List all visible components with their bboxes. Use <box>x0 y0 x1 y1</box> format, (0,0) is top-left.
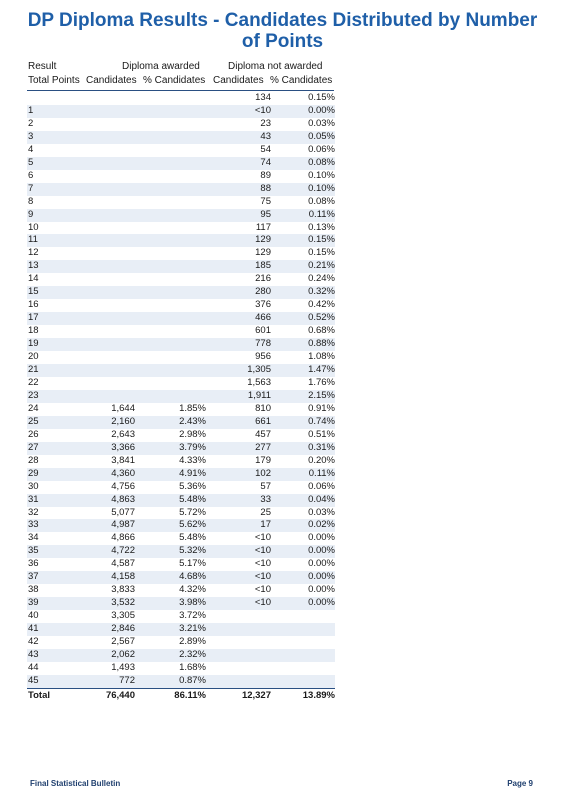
cell-awarded-candidates <box>85 286 135 299</box>
cell-awarded-pct: 2.43% <box>135 416 206 429</box>
total-awarded-candidates: 76,440 <box>85 688 135 703</box>
cell-not-awarded-candidates: 95 <box>206 209 271 222</box>
cell-not-awarded-pct: 1.47% <box>271 364 335 377</box>
cell-points: 23 <box>27 390 85 403</box>
cell-awarded-candidates: 4,866 <box>111 532 135 544</box>
total-label: Total <box>27 688 85 703</box>
table-row <box>27 675 335 688</box>
table-row <box>27 545 335 558</box>
cell-awarded-candidates: 3,833 <box>111 584 135 596</box>
cell-points: 12 <box>28 247 39 259</box>
cell-not-awarded-pct: 0.15% <box>308 247 335 259</box>
table-row <box>27 662 335 675</box>
total-not-awarded-pct: 13.89% <box>271 688 335 703</box>
results-table <box>27 92 335 703</box>
cell-awarded-pct: 3.72% <box>179 610 206 622</box>
table-row <box>27 597 335 610</box>
cell-awarded-candidates <box>85 351 135 364</box>
table-row <box>27 532 335 545</box>
cell-not-awarded-pct: 0.00% <box>271 597 335 610</box>
table-row <box>27 105 335 118</box>
cell-not-awarded-pct: 0.00% <box>271 571 335 584</box>
cell-not-awarded-pct: 0.11% <box>271 468 335 481</box>
cell-awarded-pct: 5.32% <box>135 545 206 558</box>
header-awarded-pct: % Candidates <box>143 75 206 86</box>
cell-not-awarded-candidates: <10 <box>206 597 271 610</box>
cell-awarded-candidates <box>85 364 135 377</box>
cell-not-awarded-pct: 0.32% <box>271 286 335 299</box>
header-diploma-awarded: Diploma awarded <box>122 61 200 72</box>
cell-points: 39 <box>27 597 85 610</box>
cell-not-awarded-pct: 0.10% <box>271 183 335 196</box>
header-awarded-candidates: Candidates <box>86 75 137 86</box>
cell-awarded-pct: 5.48% <box>179 532 206 544</box>
cell-awarded-pct: 4.91% <box>135 468 206 481</box>
header-not-awarded-pct: % Candidates <box>270 75 333 86</box>
table-row <box>27 299 335 312</box>
table-row <box>27 623 335 636</box>
cell-not-awarded-pct <box>271 636 335 649</box>
cell-points: 5 <box>27 157 85 170</box>
cell-points: 19 <box>27 338 85 351</box>
cell-points: 37 <box>27 571 85 584</box>
table-row <box>27 312 335 325</box>
cell-not-awarded-candidates: 466 <box>206 312 271 325</box>
cell-not-awarded-candidates: 185 <box>206 260 271 273</box>
cell-not-awarded-candidates: 1,305 <box>206 364 271 377</box>
cell-not-awarded-pct: 0.13% <box>308 221 335 233</box>
table-row <box>27 636 335 649</box>
cell-points: 18 <box>28 325 39 337</box>
cell-not-awarded-candidates: 129 <box>206 234 271 247</box>
cell-awarded-candidates: 3,841 <box>111 454 135 466</box>
cell-awarded-pct: 2.98% <box>179 428 206 440</box>
table-row <box>27 234 335 247</box>
table-row <box>27 571 335 584</box>
cell-not-awarded-pct: 0.00% <box>271 545 335 558</box>
cell-points: 41 <box>27 623 85 636</box>
table-row <box>27 118 335 131</box>
cell-awarded-candidates <box>85 312 135 325</box>
cell-awarded-pct <box>135 92 206 105</box>
cell-not-awarded-pct: 0.08% <box>271 157 335 170</box>
cell-awarded-pct <box>135 183 206 196</box>
cell-awarded-pct <box>135 312 206 325</box>
table-row <box>27 558 335 571</box>
cell-not-awarded-candidates: 54 <box>260 143 271 155</box>
total-awarded-pct: 86.11% <box>135 688 206 703</box>
table-row <box>27 649 335 662</box>
header-not-awarded-candidates: Candidates <box>213 75 264 86</box>
cell-awarded-pct <box>135 157 206 170</box>
cell-awarded-candidates: 3,366 <box>85 442 135 455</box>
table-row <box>27 260 335 273</box>
cell-not-awarded-candidates: 1,563 <box>247 376 271 388</box>
cell-not-awarded-pct <box>271 623 335 636</box>
table-row <box>27 222 335 235</box>
cell-awarded-candidates: 4,863 <box>85 494 135 507</box>
cell-not-awarded-pct: 0.04% <box>271 494 335 507</box>
cell-not-awarded-candidates: 102 <box>206 468 271 481</box>
cell-not-awarded-candidates: 810 <box>255 402 271 414</box>
cell-points: 35 <box>27 545 85 558</box>
cell-points: 8 <box>28 195 34 207</box>
cell-awarded-pct <box>135 222 206 235</box>
cell-points: 9 <box>27 209 85 222</box>
cell-points: 2 <box>28 117 34 129</box>
cell-awarded-pct: 4.68% <box>135 571 206 584</box>
cell-awarded-pct <box>135 377 206 390</box>
table-row <box>27 403 335 416</box>
table-row <box>27 416 335 429</box>
cell-not-awarded-pct: 0.21% <box>271 260 335 273</box>
cell-points: 28 <box>28 454 39 466</box>
cell-not-awarded-candidates: 1,911 <box>206 390 271 403</box>
cell-not-awarded-pct <box>271 610 335 623</box>
footer-bulletin-title: Final Statistical Bulletin <box>30 779 121 788</box>
footer-page-number: Page 9 <box>507 779 533 788</box>
header-diploma-not-awarded: Diploma not awarded <box>228 61 323 72</box>
cell-awarded-pct <box>135 351 206 364</box>
cell-points: 17 <box>27 312 85 325</box>
cell-not-awarded-candidates: <10 <box>254 558 271 570</box>
cell-awarded-pct: 1.85% <box>179 402 206 414</box>
table-row <box>27 455 335 468</box>
cell-not-awarded-pct: 0.74% <box>271 416 335 429</box>
cell-points: 42 <box>28 636 39 648</box>
cell-not-awarded-candidates <box>206 675 271 688</box>
cell-not-awarded-candidates <box>206 636 271 649</box>
table-row <box>27 481 335 494</box>
cell-points: 38 <box>28 584 39 596</box>
cell-awarded-pct <box>135 286 206 299</box>
table-row <box>27 92 335 105</box>
cell-awarded-candidates: 2,846 <box>85 623 135 636</box>
cell-points: 36 <box>28 558 39 570</box>
cell-awarded-pct <box>135 260 206 273</box>
cell-not-awarded-candidates: 43 <box>206 131 271 144</box>
cell-not-awarded-pct: 0.05% <box>271 131 335 144</box>
cell-awarded-pct: 2.32% <box>135 649 206 662</box>
cell-points: 10 <box>28 221 39 233</box>
cell-awarded-candidates: 2,643 <box>111 428 135 440</box>
cell-awarded-candidates <box>85 170 135 183</box>
cell-not-awarded-pct: 0.00% <box>308 532 335 544</box>
cell-awarded-candidates <box>85 157 135 170</box>
cell-points: 22 <box>28 376 39 388</box>
cell-not-awarded-candidates <box>206 662 271 675</box>
cell-not-awarded-candidates: 661 <box>206 416 271 429</box>
cell-awarded-candidates <box>85 299 135 312</box>
table-row <box>27 390 335 403</box>
cell-awarded-pct: 5.72% <box>179 506 206 518</box>
cell-not-awarded-pct: 1.08% <box>308 351 335 363</box>
cell-awarded-candidates: 4,722 <box>85 545 135 558</box>
cell-awarded-pct: 3.21% <box>135 623 206 636</box>
cell-not-awarded-candidates <box>206 623 271 636</box>
cell-awarded-candidates <box>85 234 135 247</box>
cell-awarded-candidates <box>85 390 135 403</box>
table-row <box>27 351 335 364</box>
cell-awarded-pct: 5.17% <box>179 558 206 570</box>
cell-points: 13 <box>27 260 85 273</box>
cell-not-awarded-candidates: 23 <box>260 117 271 129</box>
cell-awarded-pct: 5.62% <box>135 519 206 532</box>
cell-awarded-candidates <box>85 105 135 118</box>
cell-not-awarded-candidates: 277 <box>206 442 271 455</box>
table-row <box>27 468 335 481</box>
table-header <box>27 60 334 90</box>
header-rule <box>27 90 334 91</box>
table-row <box>27 610 335 623</box>
cell-not-awarded-pct: 0.06% <box>308 480 335 492</box>
cell-not-awarded-candidates: 778 <box>206 338 271 351</box>
cell-awarded-candidates <box>85 222 135 235</box>
cell-not-awarded-pct: 0.15% <box>271 234 335 247</box>
cell-points: 31 <box>27 494 85 507</box>
cell-not-awarded-candidates: <10 <box>206 105 271 118</box>
cell-points <box>27 92 85 105</box>
table-row <box>27 196 335 209</box>
cell-awarded-pct: 2.89% <box>179 636 206 648</box>
cell-not-awarded-candidates: 88 <box>206 183 271 196</box>
cell-not-awarded-pct: 0.91% <box>308 402 335 414</box>
cell-not-awarded-candidates: 117 <box>255 221 271 233</box>
cell-not-awarded-candidates: <10 <box>206 545 271 558</box>
cell-not-awarded-pct: 0.15% <box>308 92 335 103</box>
cell-not-awarded-candidates <box>206 649 271 662</box>
cell-not-awarded-pct: 0.03% <box>308 506 335 518</box>
cell-awarded-pct <box>135 325 206 338</box>
cell-points: 40 <box>28 610 39 622</box>
cell-awarded-candidates <box>85 325 135 338</box>
cell-not-awarded-candidates: 457 <box>255 428 271 440</box>
cell-not-awarded-pct: 0.42% <box>308 299 335 311</box>
cell-awarded-pct <box>135 118 206 131</box>
cell-not-awarded-pct: 0.03% <box>308 117 335 129</box>
total-row <box>27 688 335 703</box>
cell-not-awarded-pct: 0.02% <box>271 519 335 532</box>
cell-not-awarded-pct: 0.52% <box>271 312 335 325</box>
table-row <box>27 247 335 260</box>
cell-awarded-candidates: 2,567 <box>111 636 135 648</box>
table-row <box>27 442 335 455</box>
cell-awarded-candidates: 4,987 <box>85 519 135 532</box>
cell-not-awarded-pct: 0.11% <box>271 209 335 222</box>
cell-awarded-candidates <box>85 131 135 144</box>
cell-awarded-candidates <box>85 183 135 196</box>
cell-points: 33 <box>27 519 85 532</box>
cell-not-awarded-candidates: 75 <box>260 195 271 207</box>
cell-points: 11 <box>27 234 85 247</box>
cell-awarded-candidates: 4,587 <box>111 558 135 570</box>
cell-awarded-candidates <box>85 260 135 273</box>
cell-not-awarded-pct: 0.10% <box>308 169 335 181</box>
cell-points: 7 <box>27 183 85 196</box>
cell-points: 26 <box>28 428 39 440</box>
cell-not-awarded-candidates: 376 <box>255 299 271 311</box>
cell-not-awarded-pct: 1.76% <box>308 376 335 388</box>
cell-not-awarded-pct <box>271 649 335 662</box>
cell-awarded-pct <box>135 299 206 312</box>
table-row <box>27 364 335 377</box>
cell-awarded-pct: 1.68% <box>179 661 206 673</box>
cell-awarded-pct <box>135 364 206 377</box>
table-row <box>27 338 335 351</box>
table-row <box>27 507 335 520</box>
table-row <box>27 131 335 144</box>
cell-awarded-candidates: 5,077 <box>111 506 135 518</box>
table-row <box>27 183 335 196</box>
cell-points: 1 <box>27 105 85 118</box>
cell-points: 45 <box>27 675 85 688</box>
page-title: DP Diploma Results - Candidates Distributed by Number of Points <box>27 10 538 52</box>
cell-not-awarded-pct: 2.15% <box>271 390 335 403</box>
cell-not-awarded-candidates: <10 <box>254 532 271 544</box>
cell-awarded-pct <box>135 196 206 209</box>
cell-awarded-candidates <box>85 209 135 222</box>
cell-points: 32 <box>28 506 39 518</box>
cell-awarded-candidates: 3,532 <box>85 597 135 610</box>
cell-awarded-pct: 5.48% <box>135 494 206 507</box>
cell-points: 29 <box>27 468 85 481</box>
cell-awarded-pct <box>135 170 206 183</box>
cell-not-awarded-candidates: 25 <box>260 506 271 518</box>
table-row <box>27 209 335 222</box>
cell-awarded-pct: 0.87% <box>135 675 206 688</box>
cell-awarded-candidates: 2,062 <box>85 649 135 662</box>
table-row <box>27 519 335 532</box>
cell-not-awarded-pct <box>271 675 335 688</box>
cell-awarded-candidates <box>85 247 135 260</box>
cell-not-awarded-candidates: 17 <box>206 519 271 532</box>
cell-awarded-pct <box>135 247 206 260</box>
cell-not-awarded-candidates: 280 <box>206 286 271 299</box>
cell-not-awarded-pct: 0.08% <box>308 195 335 207</box>
cell-points: 14 <box>28 273 39 285</box>
cell-points: 6 <box>28 169 34 181</box>
cell-awarded-candidates <box>85 144 135 157</box>
cell-awarded-candidates <box>85 338 135 351</box>
cell-awarded-pct <box>135 273 206 286</box>
cell-points: 21 <box>27 364 85 377</box>
cell-awarded-pct <box>135 131 206 144</box>
cell-awarded-candidates <box>85 118 135 131</box>
table-row <box>27 325 335 338</box>
cell-awarded-candidates: 1,644 <box>111 402 135 414</box>
cell-points: 3 <box>27 131 85 144</box>
cell-awarded-candidates <box>85 196 135 209</box>
cell-awarded-candidates: 4,756 <box>111 480 135 492</box>
cell-awarded-pct: 3.79% <box>135 442 206 455</box>
cell-not-awarded-candidates: 601 <box>255 325 271 337</box>
cell-points: 44 <box>28 661 39 673</box>
cell-not-awarded-pct: 0.24% <box>308 273 335 285</box>
cell-points: 30 <box>28 480 39 492</box>
cell-awarded-candidates: 1,493 <box>111 661 135 673</box>
cell-points: 25 <box>27 416 85 429</box>
cell-points: 34 <box>28 532 39 544</box>
cell-not-awarded-candidates: 74 <box>206 157 271 170</box>
cell-points: 15 <box>27 286 85 299</box>
cell-not-awarded-candidates: 134 <box>255 92 271 103</box>
cell-not-awarded-candidates: <10 <box>206 571 271 584</box>
cell-awarded-pct: 4.32% <box>179 584 206 596</box>
cell-awarded-candidates: 4,360 <box>85 468 135 481</box>
cell-awarded-pct <box>135 209 206 222</box>
cell-not-awarded-pct: 0.88% <box>271 338 335 351</box>
table-row <box>27 170 335 183</box>
cell-not-awarded-pct <box>271 662 335 675</box>
cell-points: 20 <box>28 351 39 363</box>
total-not-awarded-candidates: 12,327 <box>206 688 271 703</box>
table-row <box>27 377 335 390</box>
cell-awarded-pct <box>135 390 206 403</box>
cell-awarded-candidates <box>85 377 135 390</box>
cell-points: 16 <box>28 299 39 311</box>
header-total-points: Total Points <box>28 75 80 86</box>
table-row <box>27 429 335 442</box>
cell-not-awarded-pct: 0.51% <box>308 428 335 440</box>
cell-not-awarded-candidates: 129 <box>255 247 271 259</box>
cell-not-awarded-candidates: 179 <box>255 454 271 466</box>
cell-awarded-pct: 3.98% <box>135 597 206 610</box>
cell-not-awarded-pct: 0.06% <box>308 143 335 155</box>
cell-not-awarded-candidates: 33 <box>206 494 271 507</box>
cell-awarded-candidates: 3,305 <box>111 610 135 622</box>
cell-not-awarded-candidates: 57 <box>260 480 271 492</box>
cell-awarded-pct: 5.36% <box>179 480 206 492</box>
cell-not-awarded-pct: 0.20% <box>308 454 335 466</box>
header-result: Result <box>28 61 57 72</box>
cell-awarded-candidates <box>85 92 135 105</box>
table-row <box>27 157 335 170</box>
cell-not-awarded-candidates: 956 <box>255 351 271 363</box>
cell-awarded-pct <box>135 234 206 247</box>
cell-awarded-candidates: 4,158 <box>85 571 135 584</box>
cell-not-awarded-candidates <box>206 610 271 623</box>
cell-not-awarded-pct: 0.00% <box>308 584 335 596</box>
cell-not-awarded-candidates: <10 <box>254 584 271 596</box>
table-row <box>27 584 335 597</box>
cell-awarded-candidates: 772 <box>85 675 135 688</box>
cell-awarded-pct <box>135 338 206 351</box>
results-table-body <box>27 92 335 688</box>
table-row <box>27 144 335 157</box>
cell-awarded-candidates <box>85 273 135 286</box>
cell-not-awarded-pct: 0.00% <box>271 105 335 118</box>
cell-points: 27 <box>27 442 85 455</box>
cell-points: 43 <box>27 649 85 662</box>
table-row <box>27 286 335 299</box>
cell-points: 4 <box>28 143 34 155</box>
cell-not-awarded-pct: 0.68% <box>308 325 335 337</box>
cell-not-awarded-candidates: 89 <box>260 169 271 181</box>
cell-points: 24 <box>28 402 39 414</box>
cell-awarded-pct <box>135 105 206 118</box>
cell-not-awarded-pct: 0.00% <box>308 558 335 570</box>
table-row <box>27 273 335 286</box>
table-row <box>27 494 335 507</box>
cell-not-awarded-pct: 0.31% <box>271 442 335 455</box>
cell-awarded-pct: 4.33% <box>179 454 206 466</box>
cell-awarded-pct <box>135 144 206 157</box>
cell-not-awarded-candidates: 216 <box>255 273 271 285</box>
cell-awarded-candidates: 2,160 <box>85 416 135 429</box>
